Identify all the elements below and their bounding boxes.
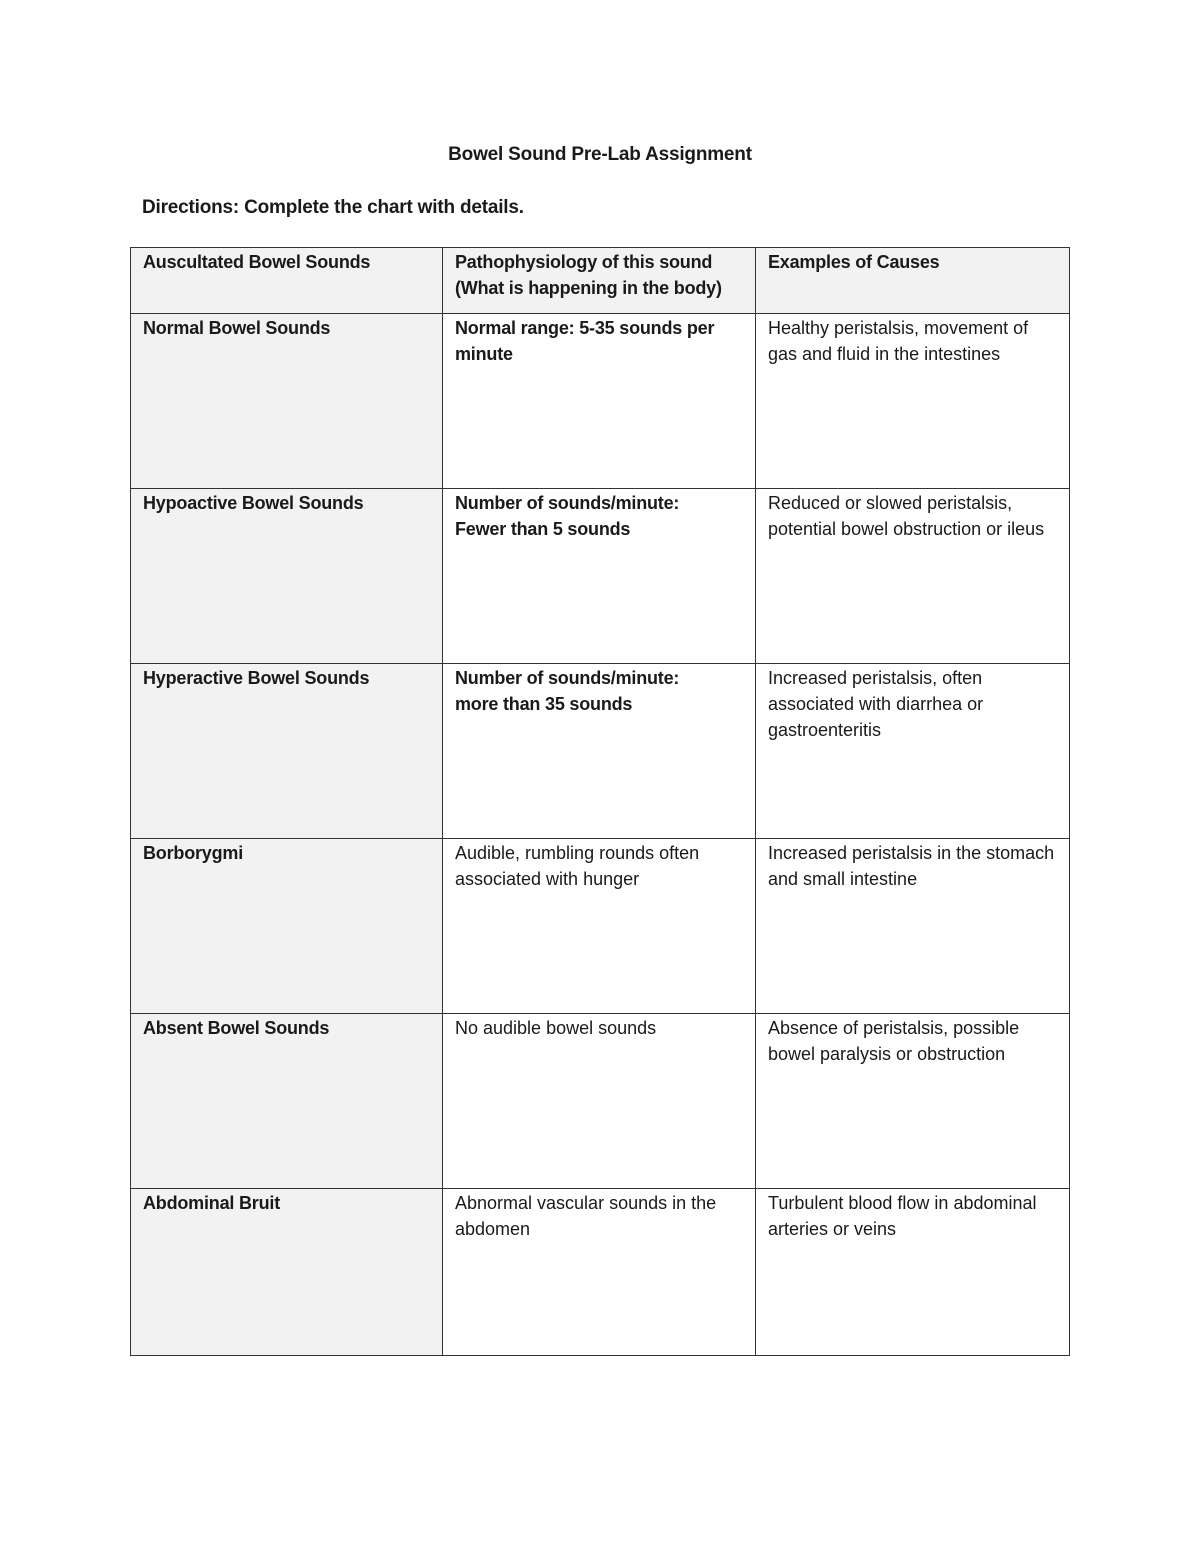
row-pathophysiology: Normal range: 5-35 sounds per minute [443,314,756,489]
row-sound-name: Absent Bowel Sounds [131,1014,443,1189]
pathophysiology-line2: Fewer than 5 sounds [455,519,631,539]
row-causes: Reduced or slowed peristalsis, potential bowel obstruction or ileus [756,489,1070,664]
table-row [131,1189,1070,1356]
row-causes: Healthy peristalsis, movement of gas and fluid in the intestines [756,314,1070,489]
row-sound-name: Hyperactive Bowel Sounds [131,664,443,839]
header-examples-of-causes: Examples of Causes [756,248,1070,314]
row-pathophysiology: Abnormal vascular sounds in the abdomen [443,1189,756,1356]
table-row [131,489,1070,664]
row-sound-name: Borborygmi [131,839,443,1014]
document-title: Bowel Sound Pre-Lab Assignment [448,144,752,165]
table-row [131,839,1070,1014]
header-auscultated-sounds: Auscultated Bowel Sounds [131,248,443,314]
row-sound-name: Abdominal Bruit [131,1189,443,1356]
pathophysiology-line1: Number of sounds/minute: [455,493,680,513]
row-sound-name: Normal Bowel Sounds [131,314,443,489]
row-causes: Increased peristalsis, often associated with diarrhea or gastroenteritis [756,664,1070,839]
header-pathophysiology-line1: Pathophysiology of this sound [455,252,713,272]
pathophysiology-line1: Number of sounds/minute: [455,668,680,688]
row-pathophysiology [443,664,756,839]
table-row [131,314,1070,489]
header-pathophysiology [443,248,756,314]
directions-text: Directions: Complete the chart with details. [142,197,524,218]
table-header-row [131,248,1070,314]
bowel-sound-chart [130,247,1070,1356]
table-row [131,664,1070,839]
row-causes: Absence of peristalsis, possible bowel paralysis or obstruction [756,1014,1070,1189]
row-causes: Increased peristalsis in the stomach and small intestine [756,839,1070,1014]
row-pathophysiology: No audible bowel sounds [443,1014,756,1189]
row-pathophysiology [443,489,756,664]
row-pathophysiology: Audible, rumbling rounds often associated with hunger [443,839,756,1014]
row-sound-name: Hypoactive Bowel Sounds [131,489,443,664]
table-row [131,1014,1070,1189]
header-pathophysiology-line2: (What is happening in the body) [455,278,722,298]
pathophysiology-line2: more than 35 sounds [455,694,633,714]
row-causes: Turbulent blood flow in abdominal arteries or veins [756,1189,1070,1356]
